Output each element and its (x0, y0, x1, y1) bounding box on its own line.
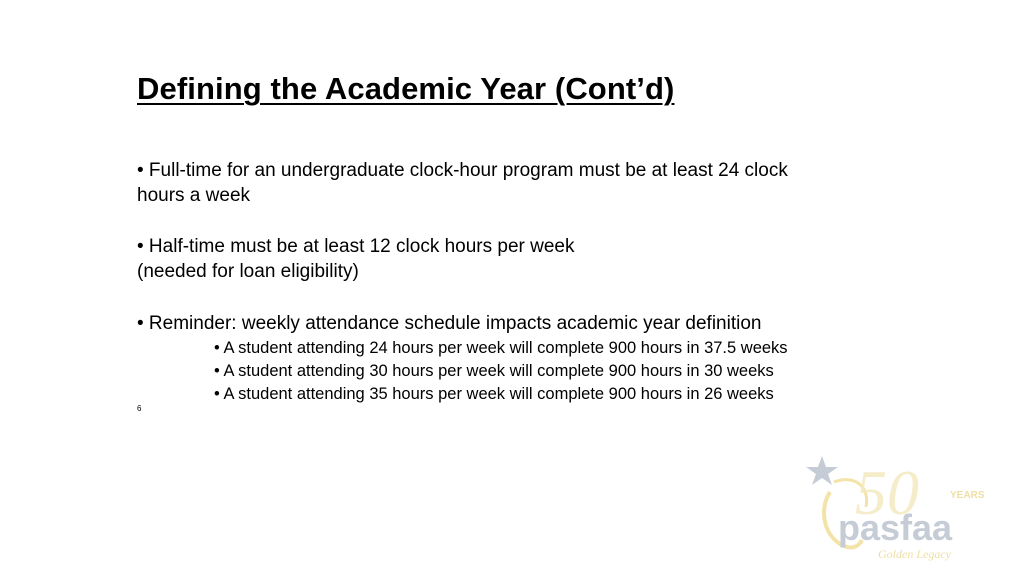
pasfaa-logo-graphic (800, 452, 1000, 567)
star-icon (806, 456, 838, 485)
logo-wordmark: pasfaa (838, 507, 953, 548)
bullet-reminder-line1: • Reminder: weekly attendance schedule impacts academic year definition (137, 313, 762, 334)
bullet-reminder (137, 311, 897, 336)
logo-years: YEARS (950, 490, 985, 501)
bullet-half-time-line1: • Half-time must be at least 12 clock hours per week (137, 236, 575, 257)
bullet-full-time (137, 158, 897, 208)
logo-anniversary: 50 (855, 457, 919, 528)
pasfaa-logo (800, 452, 1000, 567)
bullet-half-time-line2: (needed for loan eligibility) (137, 261, 359, 282)
logo-tagline: Golden Legacy (878, 547, 951, 561)
slide-number: 6 (137, 404, 142, 413)
slide-title: Defining the Academic Year (Cont’d) (137, 71, 675, 106)
bullet-full-time-line1: • Full-time for an undergraduate clock-hour program must be at least 24 clock (137, 160, 788, 181)
sub-bullet-35-hours: • A student attending 35 hours per week will complete 900 hours in 26 weeks (214, 385, 774, 403)
sub-bullet-30-hours: • A student attending 30 hours per week will complete 900 hours in 30 weeks (214, 362, 774, 380)
bullet-full-time-line2: hours a week (137, 185, 251, 206)
sub-bullet-24-hours: • A student attending 24 hours per week will complete 900 hours in 37.5 weeks (214, 339, 788, 357)
bullet-half-time (137, 234, 897, 284)
